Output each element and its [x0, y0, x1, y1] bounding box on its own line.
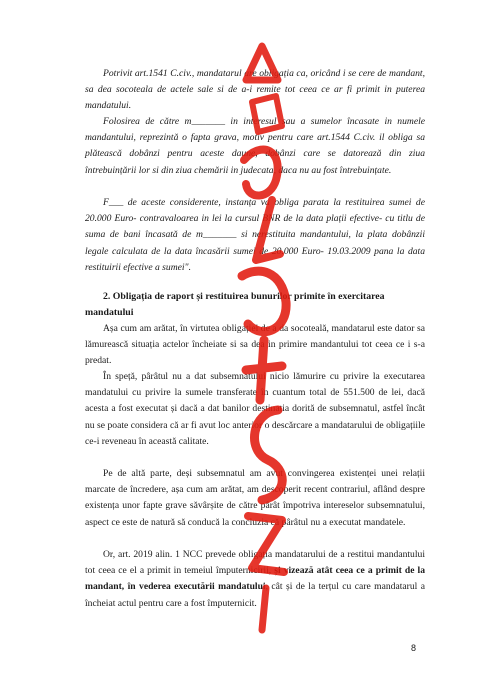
body-paragraph-art-2019	[85, 547, 425, 612]
quote-paragraph-conclusion: F___ de aceste considerente, instanța va obliga parata la restituirea sumei de 20.000 Euro- contravaloarea in lei la cursul BNR de la data plații efective- cu titlu de suma de bani încasată de m_______ si nerestituita mandantului, la plata dobânzii legale calculata de la data încasării sumei de 20.000 Euro- 19.03.2009 pana la data restituirii efective a sumei".	[85, 197, 425, 273]
art-2019-emphasis: și vizează atât ceea ce a primit de la mandant, în vederea executării mandatului	[85, 565, 426, 593]
art-2019-text: Or, art. 2019 alin. 1 NCC prevede obligația mandatarului de a restitui mandantului tot ceea ce el a primit in temeiul împuternicirii,	[85, 549, 425, 577]
body-paragraph-alta-parte: Pe de altă parte, deși subsemnatul am avut convingerea existenței unei relații marcate de încredere, așa cum am arătat, am descoperit recent contrariul, aflând despre existența unor fapte grave săvârșite de către pârât împotriva intereselor subsemnatului, aspect ce este de natură să conducă la concluzia că pârâtul nu a executat mandatele.	[85, 468, 425, 528]
body-paragraph-speta: În speță, pârâtul nu a dat subsemnatului nicio lămurire cu privire la executarea mandatului cu privire la sumele transferate în cuantum total de 551.500 de lei, dacă acesta a fost executat și dacă a dat banilor destinația dorită de subsemnatul, astfel încât nu se poate considera că ar fi avut loc anterior o descărcare a mandatarului de obligațiile ce-i reveneau în această calitate.	[85, 371, 425, 447]
page-number: 8	[411, 643, 417, 653]
art-2019-text-end: , cât și de la terțul cu care mandatarul a încheiat actul pentru care a fost împuternicit.	[85, 581, 425, 609]
section-heading: 2. Obligația de raport și restituirea bunurilor primite în exercitarea mandatului	[85, 291, 385, 319]
body-paragraph-socoteala: Așa cum am arătat, în virtutea obligației de a da socoteală, mandatarul este dator sa lămurească situația actelor încheiate si sa dea in primire mandantului tot ceea ce i s-a predat.	[85, 323, 425, 367]
quote-paragraph-folosirea: Folosirea de către m_______ in interesul sau a sumelor încasate in numele mandantului, reprezintă o fapta grava, motiv pentru care art.1544 C.civ. il obliga sa plătească dobânzi pentru aceste daune, dobânzi care se datorează din ziua întrebuințării lor si din ziua chemării in judecata, daca nu au fost întrebuințate.	[85, 116, 425, 176]
quote-paragraph-art-1541: Potrivit art.1541 C.civ., mandatarul are obligația ca, oricând i se cere de mandant, sa dea socoteala de actele sale si de a-i remite tot ceea ce ar fi primit in puterea mandatului.	[85, 68, 425, 112]
